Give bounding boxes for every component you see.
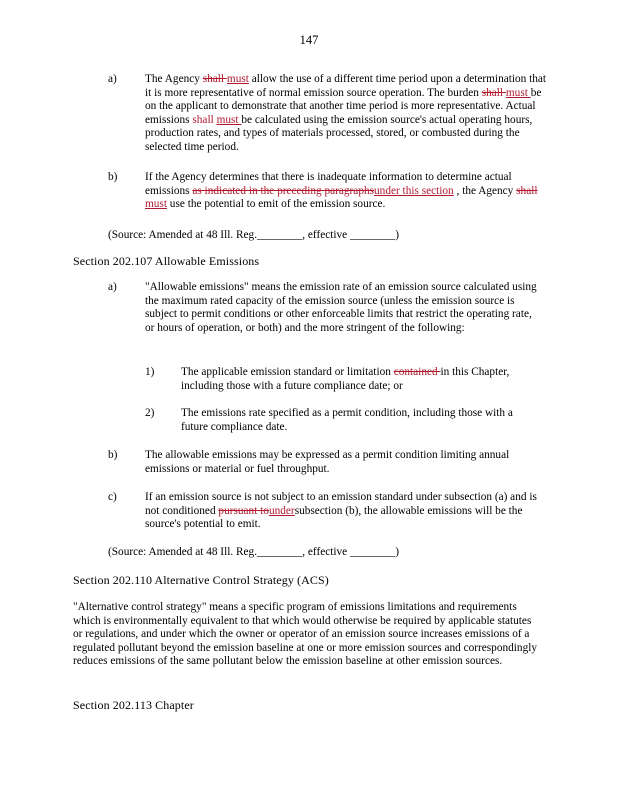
subsection-a-paragraph [145, 73, 550, 154]
subsection-a-paragraph: "Allowable emissions" means the emission rate of an emission source calculated using the maximum rated capacity of the emission source (unless the emission source is subject to permit conditions or other enforceable limits that restrict the operating rate, or hours of operation, or both) and the more stringent of the following: [145, 281, 537, 334]
inserted-text: shall [192, 113, 217, 126]
inserted-text: under this section [374, 184, 454, 197]
item-1-label: 1) [145, 366, 155, 378]
source-text: (Source: Amended at 48 Ill. Reg. [108, 229, 258, 241]
inserted-text: must [216, 113, 242, 126]
source-text: ) [395, 546, 399, 558]
deleted-text: pursuant to [218, 504, 269, 517]
source-note [108, 229, 399, 243]
inserted-text: must [226, 73, 249, 85]
deleted-text: shall [202, 73, 227, 85]
source-text: , effective [302, 229, 350, 241]
register-blank: ________ [257, 546, 303, 558]
inserted-text: must [145, 198, 167, 210]
text-run: subsection (b), the allowable emissions will be the source's potential to emit. [145, 504, 523, 530]
text-run: use the potential to emit of the emission source. [166, 198, 386, 210]
subsection-b-paragraph: The allowable emissions may be expressed as a permit condition limiting annual emissions or material or fuel throughput. [145, 449, 510, 475]
source-text: ) [395, 229, 399, 241]
section-heading-202-110: Section 202.110 Alternative Control Strategy (ACS) [73, 573, 329, 587]
text-run: allow the use of a different time period upon a determination that it is more representative of normal emission source operation. The burden [145, 73, 547, 99]
text-run: If the Agency determines that there is inadequate information to determine actual emissions [145, 171, 512, 197]
subsection-c-paragraph [145, 491, 540, 532]
item-2-label: 2) [145, 407, 155, 419]
deleted-text: contained [393, 366, 441, 378]
text-run: The Agency [145, 73, 203, 85]
item-1-paragraph [181, 366, 541, 393]
text-run: be calculated using the emission source's actual operating hours, production rates, and types of materials processed, stored, or combusted during the selected time period. [145, 113, 533, 153]
effective-blank: ________ [350, 546, 396, 558]
text-run: If an emission source is not subject to an emission standard under subsection (a) and is not conditioned [145, 491, 537, 517]
deleted-text: shall [516, 184, 538, 197]
subsection-b-paragraph [145, 171, 545, 212]
subsection-c-label: c) [108, 491, 117, 503]
register-blank: ________ [257, 229, 303, 241]
subsection-b-label: b) [108, 171, 118, 183]
section-heading-202-107: Section 202.107 Allowable Emissions [73, 254, 260, 268]
text-run: The applicable emission standard or limitation [181, 366, 394, 378]
text-run: , the Agency [453, 184, 517, 197]
section-heading-202-113: Section 202.113 Chapter [73, 698, 194, 712]
subsection-a-label: a) [108, 281, 117, 293]
deleted-text: shall [481, 86, 506, 99]
text-run: in this Chapter, including those with a future compliance date; or [181, 366, 510, 392]
subsection-a-label: a) [108, 73, 117, 85]
section-202-110-paragraph: "Alternative control strategy" means a specific program of emissions limitations and requirements which is environmentally equivalent to that which would otherwise be required by applicable statutes or regulations, and under which the owner or operator of an emission source increases emissions of a regulated pollutant beyond the emission baseline at one or more emission sources and correspondingly reduces emissions of the same pollutant below the emission baseline at other emission sources. [73, 601, 537, 667]
page-number: 147 [299, 33, 319, 47]
deleted-text: as indicated in the preceding paragraphs [192, 184, 375, 197]
text-run: be on the applicant to demonstrate that another time period is more representative. Actual emissions [145, 86, 542, 126]
source-note [108, 546, 399, 560]
source-text: (Source: Amended at 48 Ill. Reg. [108, 546, 258, 558]
subsection-b-label: b) [108, 449, 118, 461]
source-text: , effective [302, 546, 350, 558]
effective-blank: ________ [350, 229, 396, 241]
inserted-text: under [268, 504, 295, 517]
item-2-paragraph: The emissions rate specified as a permit condition, including those with a future compliance date. [181, 407, 513, 433]
inserted-text: must [505, 86, 531, 99]
